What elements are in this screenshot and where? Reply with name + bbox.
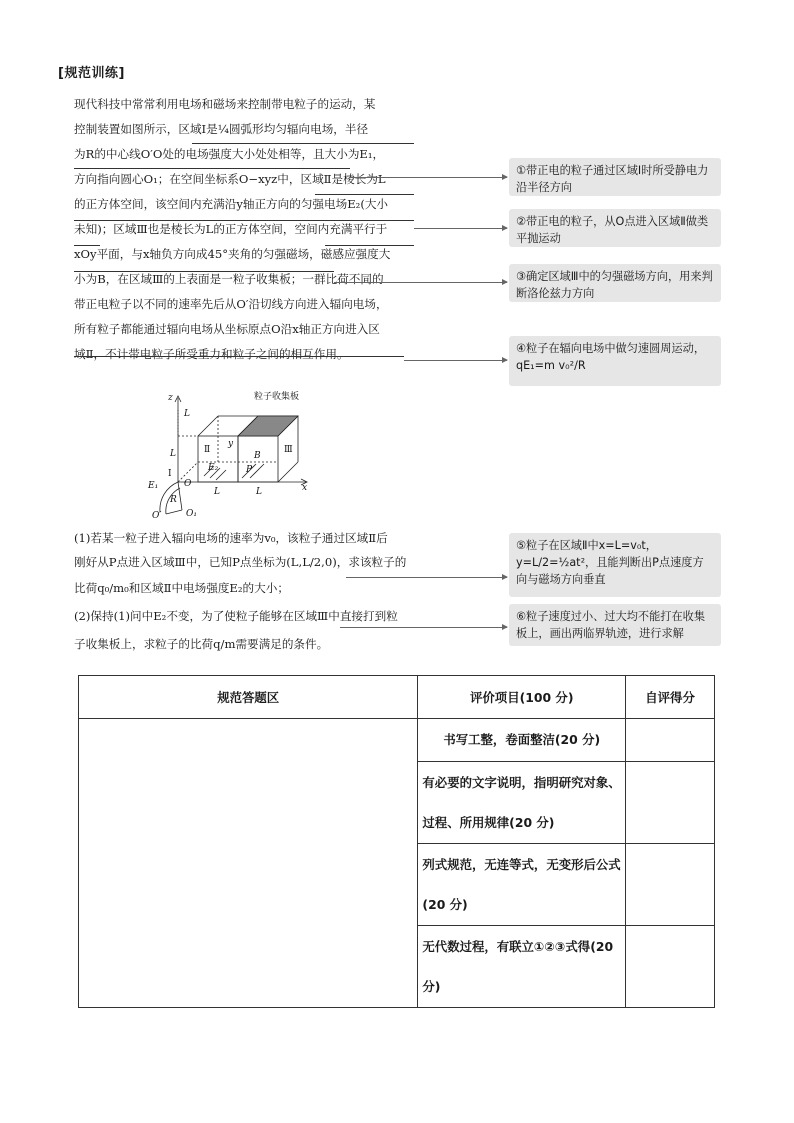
answer-area[interactable] bbox=[79, 719, 418, 1008]
fig-R: R bbox=[170, 495, 177, 505]
note-2: ②带正电的粒子，从O点进入区域Ⅱ做类平抛运动 bbox=[509, 209, 721, 247]
score-cell-1[interactable] bbox=[626, 719, 715, 762]
underline-2 bbox=[74, 168, 350, 169]
underline-8 bbox=[74, 356, 404, 357]
problem-line: 的正方体空间，该空间内充满沿y轴正方向的匀强电场E₂(大小 bbox=[74, 197, 389, 211]
fig-region2: Ⅱ bbox=[204, 445, 211, 455]
underline-3 bbox=[315, 194, 414, 195]
header-criteria: 评价项目(100 分) bbox=[418, 676, 626, 719]
problem-text bbox=[74, 92, 424, 367]
problem-line: 方向指向圆心O₁；在空间坐标系O−xyz中，区域Ⅱ是棱长为L bbox=[74, 172, 386, 186]
fig-P: P bbox=[246, 465, 253, 475]
fig-y: y bbox=[228, 439, 234, 449]
fig-L1: L bbox=[184, 409, 190, 419]
problem-line: 控制装置如图所示，区域Ⅰ是¼圆弧形均匀辐向电场，半径 bbox=[74, 122, 369, 136]
underline-5 bbox=[74, 245, 100, 246]
score-cell-2[interactable] bbox=[626, 762, 715, 844]
underline-1 bbox=[192, 143, 414, 144]
fig-O1: O₁ bbox=[186, 509, 197, 519]
underline-7 bbox=[74, 271, 334, 272]
note-5: ⑤粒子在区域Ⅱ中x=L=v₀t，y=L/2=½at²，且能判断出P点速度方向与磁场方向垂直 bbox=[509, 533, 721, 597]
problem-line: 现代科技中常常利用电场和磁场来控制带电粒子的运动，某 bbox=[74, 97, 376, 111]
questions bbox=[74, 526, 424, 658]
fig-region1: Ⅰ bbox=[168, 469, 172, 479]
fig-x: x bbox=[302, 483, 308, 493]
fig-region3: Ⅲ bbox=[284, 445, 293, 455]
fig-L3: L bbox=[214, 487, 220, 497]
question-line: (1)若某一粒子进入辐向电场的速率为v₀，该粒子通过区域Ⅱ后 bbox=[74, 531, 388, 545]
fig-z: z bbox=[168, 393, 173, 403]
question-line: 刚好从P点进入区域Ⅲ中，已知P点坐标为(L,L/2,0)，求该粒子的 bbox=[74, 555, 407, 569]
fig-E2: E₂ bbox=[208, 463, 219, 473]
criterion-3: 列式规范，无连等式，无变形后公式(20 分) bbox=[418, 844, 626, 926]
score-cell-4[interactable] bbox=[626, 926, 715, 1008]
problem-line: 为R的中心线O′O处的电场强度大小处处相等，且大小为E₁， bbox=[74, 147, 385, 161]
note-4: ④粒子在辐向电场中做匀速圆周运动，qE₁=m v₀²/R bbox=[509, 336, 721, 386]
fig-B: B bbox=[254, 451, 261, 461]
leader-4 bbox=[404, 360, 507, 361]
question-line: 子收集板上，求粒子的比荷q/m需要满足的条件。 bbox=[74, 637, 329, 651]
problem-line: xOy平面，与x轴负方向成45°夹角的匀强磁场，磁感应强度大 bbox=[74, 247, 391, 261]
apparatus-figure bbox=[146, 390, 316, 520]
underline-6 bbox=[325, 245, 414, 246]
leader-2 bbox=[414, 228, 507, 229]
score-cell-3[interactable] bbox=[626, 844, 715, 926]
note-1: ①带正电的粒子通过区域Ⅰ时所受静电力沿半径方向 bbox=[509, 158, 721, 196]
problem-line: 所有粒子都能通过辐向电场从坐标原点O沿x轴正方向进入区 bbox=[74, 322, 380, 336]
header-self-score: 自评得分 bbox=[626, 676, 715, 719]
fig-E1: E₁ bbox=[148, 481, 159, 491]
fig-caption: 粒子收集板 bbox=[254, 392, 300, 402]
fig-L4: L bbox=[256, 487, 262, 497]
underline-4 bbox=[74, 220, 414, 221]
grading-table bbox=[78, 675, 715, 1008]
fig-L2: L bbox=[170, 449, 176, 459]
note-3: ③确定区域Ⅲ中的匀强磁场方向，用来判断洛伦兹力方向 bbox=[509, 264, 721, 302]
question-line: (2)保持(1)问中E₂不变，为了使粒子能够在区域Ⅲ中直接打到粒 bbox=[74, 609, 398, 623]
leader-1 bbox=[350, 177, 507, 178]
leader-3 bbox=[334, 282, 507, 283]
question-line: 比荷q₀/m₀和区域Ⅱ中电场强度E₂的大小； bbox=[74, 581, 289, 595]
criterion-1: 书写工整，卷面整洁(20 分) bbox=[418, 719, 626, 762]
problem-line: 域Ⅱ，不计带电粒子所受重力和粒子之间的相互作用。 bbox=[74, 347, 349, 361]
fig-O: O bbox=[184, 479, 192, 489]
problem-line: 带正电粒子以不同的速率先后从O′沿切线方向进入辐向电场， bbox=[74, 297, 388, 311]
section-title: [规范训练] bbox=[58, 66, 125, 81]
header-answer-area: 规范答题区 bbox=[79, 676, 418, 719]
criterion-2: 有必要的文字说明，指明研究对象、过程、所用规律(20 分) bbox=[418, 762, 626, 844]
problem-line: 小为B，在区域Ⅲ的上表面是一粒子收集板；一群比荷不同的 bbox=[74, 272, 384, 286]
problem-line: 未知)；区域Ⅲ也是棱长为L的正方体空间，空间内充满平行于 bbox=[74, 222, 388, 236]
fig-Oprime: O′ bbox=[152, 511, 162, 520]
note-6: ⑥粒子速度过小、过大均不能打在收集板上，画出两临界轨迹，进行求解 bbox=[509, 604, 721, 646]
criterion-4: 无代数过程，有联立①②③式得(20 分) bbox=[418, 926, 626, 1008]
